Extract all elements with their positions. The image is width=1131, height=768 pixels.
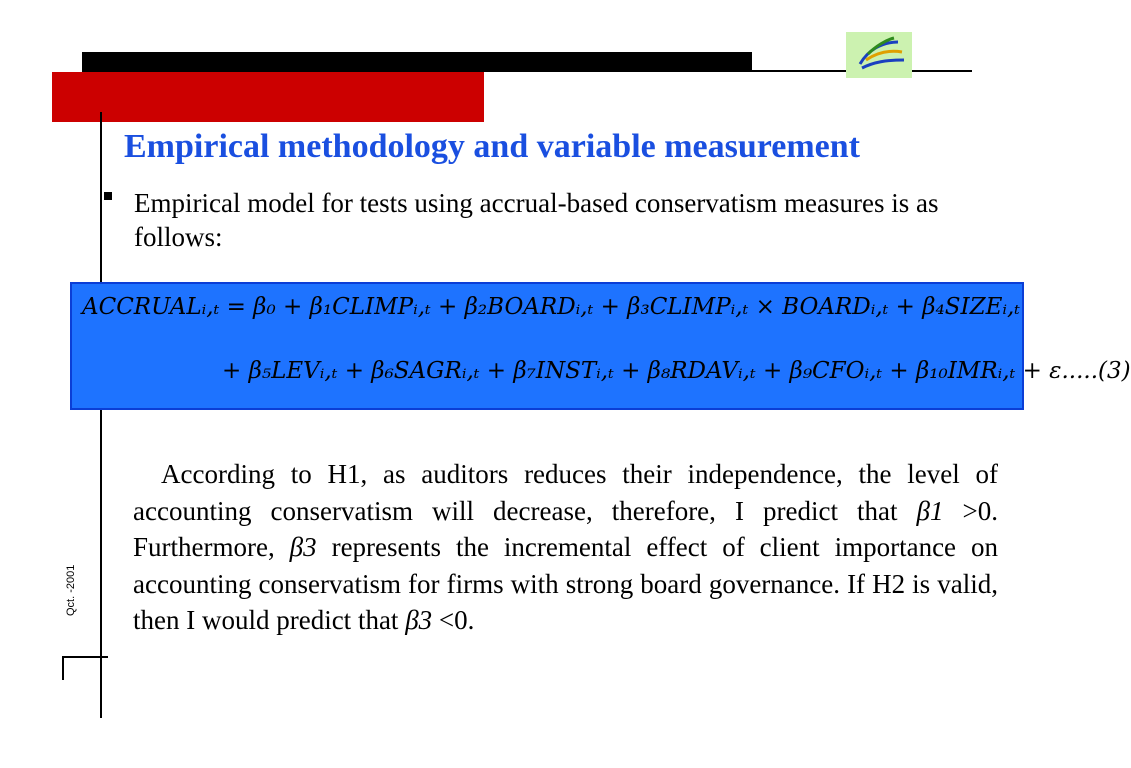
slide-title: Empirical methodology and variable measurement <box>124 128 860 165</box>
paragraph-text-2: >0. Furthermore, <box>133 495 998 562</box>
equation-box <box>70 282 1131 410</box>
paragraph-text-4: <0. <box>432 605 475 635</box>
bullet-text: Empirical model for tests using accrual-based conservatism measures is as follows: <box>134 188 939 252</box>
header-black-bar <box>82 52 752 72</box>
paragraph-text-3: represents the incremental effect of client importance on accounting conservatism for firms with strong board governance. If H2 is valid, then I would predict that <box>133 532 998 635</box>
equation-line-2: + β₅LEVᵢ,ₜ + β₆SAGRᵢ,ₜ + β₇INSTᵢ,ₜ + β₈RDAVᵢ,ₜ + β₉CFOᵢ,ₜ + β₁₀IMRᵢ,ₜ + ε.....(3) <box>222 358 1131 384</box>
header-red-bar <box>52 72 484 122</box>
corner-bracket-horizontal <box>62 656 108 658</box>
beta3-symbol: β3 <box>405 605 433 635</box>
beta3-symbol: β3 <box>289 532 317 562</box>
side-date-label: Qct. -2001 <box>65 564 77 616</box>
explanation-paragraph <box>133 456 998 639</box>
equation-line-1: ACCRUALᵢ,ₜ = β₀ + β₁CLIMPᵢ,ₜ + β₂BOARDᵢ,ₜ + β₃CLIMPᵢ,ₜ × BOARDᵢ,ₜ + β₄SIZEᵢ,ₜ <box>82 294 1020 320</box>
paragraph-text-1: According to H1, as auditors reduces their independence, the level of accounting conservatism will decrease, therefore, I predict that <box>133 459 998 526</box>
bullet-item <box>104 186 984 254</box>
bird-swoosh-icon <box>846 32 912 78</box>
corner-bracket-vertical <box>62 656 64 680</box>
bullet-square-icon <box>104 192 112 200</box>
left-vertical-rule <box>100 112 102 718</box>
beta1-symbol: β1 <box>916 495 944 526</box>
